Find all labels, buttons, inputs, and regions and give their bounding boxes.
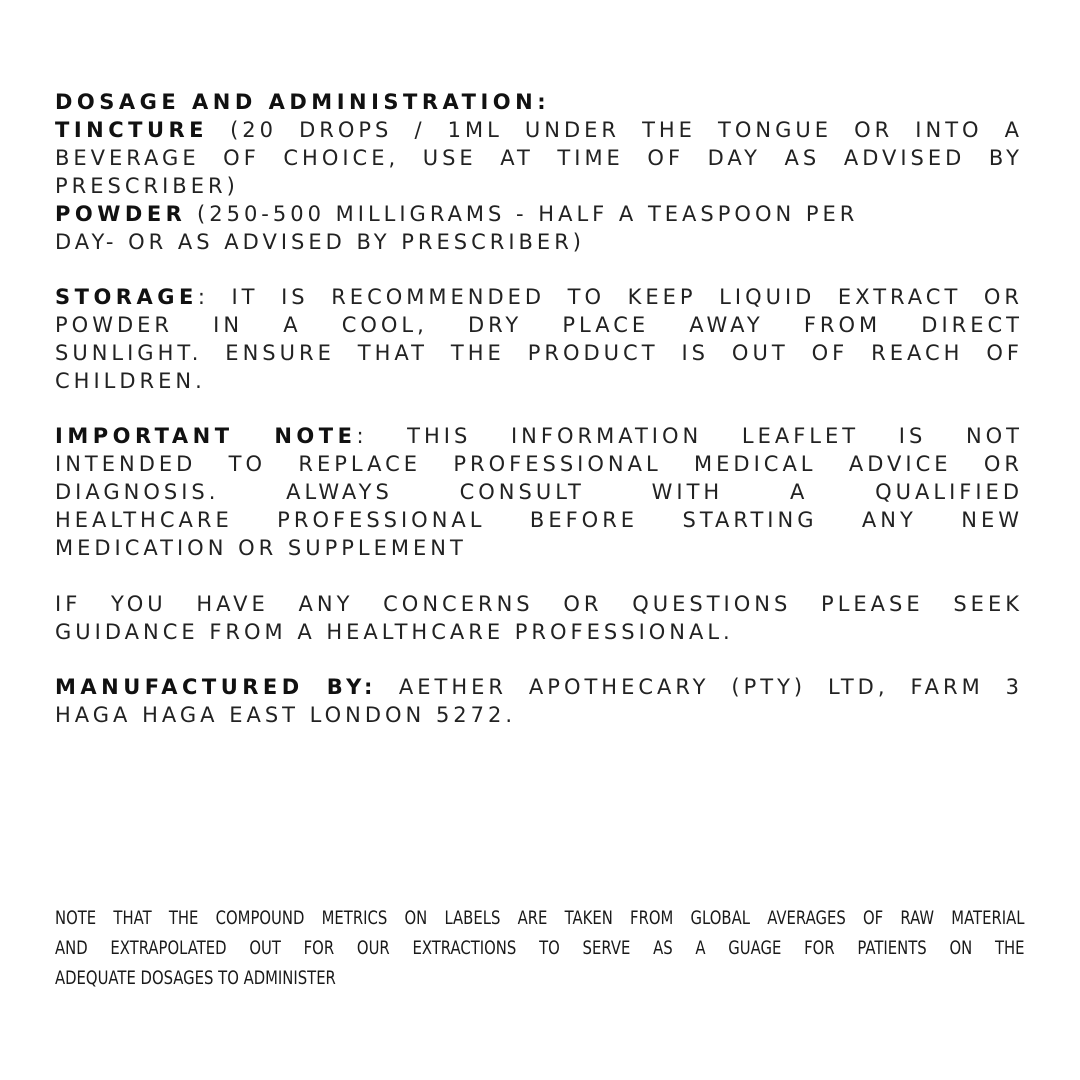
dosage-section [55, 88, 1023, 256]
storage-line-2: POWDER IN A COOL, DRY PLACE AWAY FROM DIRECT [55, 313, 1023, 337]
important-line-1 [55, 422, 1023, 450]
important-line-5: MEDICATION OR SUPPLEMENT [55, 536, 467, 560]
manufacturer-line-1 [55, 673, 1023, 701]
footnote-line-3: ADEQUATE DOSAGES TO ADMINISTER [55, 967, 336, 989]
storage-line-3: SUNLIGHT. ENSURE THAT THE PRODUCT IS OUT OF REACH OF [55, 341, 1023, 365]
important-note-section [55, 422, 1023, 562]
powder-text-1: (250-500 MILLIGRAMS - HALF A TEASPOON PER [186, 202, 859, 226]
powder-line-1 [55, 200, 1023, 228]
important-text-1: : THIS INFORMATION LEAFLET IS NOT [356, 424, 1024, 448]
storage-section [55, 283, 1023, 395]
storage-label: STORAGE [55, 285, 198, 309]
storage-line-4: CHILDREN. [55, 369, 206, 393]
compound-metrics-footnote [55, 903, 1025, 993]
important-label: IMPORTANT NOTE [55, 424, 357, 448]
storage-line-1 [55, 283, 1023, 311]
tincture-label: TINCTURE [55, 118, 209, 142]
concerns-line-1: IF YOU HAVE ANY CONCERNS OR QUESTIONS PLEASE SEEK [55, 592, 1023, 616]
concerns-section [55, 590, 1023, 646]
dosage-heading: DOSAGE AND ADMINISTRATION: [55, 90, 551, 114]
manufacturer-text-1: AETHER APOTHECARY (PTY) LTD, FARM 3 [376, 675, 1023, 699]
manufacturer-line-2: HAGA HAGA EAST LONDON 5272. [55, 703, 517, 727]
important-line-3: DIAGNOSIS. ALWAYS CONSULT WITH A QUALIFIED [55, 480, 1023, 504]
footnote-line-1: NOTE THAT THE COMPOUND METRICS ON LABELS ARE TAKEN FROM GLOBAL AVERAGES OF RAW MATERIAL [55, 907, 1025, 929]
tincture-line-2: BEVERAGE OF CHOICE, USE AT TIME OF DAY AS ADVISED BY [55, 146, 1023, 170]
tincture-text-1: (20 DROPS / 1ML UNDER THE TONGUE OR INTO A [208, 118, 1023, 142]
manufacturer-label: MANUFACTURED BY: [55, 675, 377, 699]
tincture-line-1 [55, 116, 1023, 144]
storage-text-1: : IT IS RECOMMENDED TO KEEP LIQUID EXTRACT OR [197, 285, 1023, 309]
powder-line-2: DAY- OR AS ADVISED BY PRESCRIBER) [55, 230, 585, 254]
important-line-2: INTENDED TO REPLACE PROFESSIONAL MEDICAL ADVICE OR [55, 452, 1023, 476]
tincture-line-3: PRESCRIBER) [55, 174, 239, 198]
important-line-4: HEALTHCARE PROFESSIONAL BEFORE STARTING ANY NEW [55, 508, 1023, 532]
powder-label: POWDER [55, 202, 187, 226]
footnote-line-2: AND EXTRAPOLATED OUT FOR OUR EXTRACTIONS TO SERVE AS A GUAGE FOR PATIENTS ON THE [55, 937, 1025, 959]
concerns-line-2: GUIDANCE FROM A HEALTHCARE PROFESSIONAL. [55, 620, 734, 644]
manufacturer-section [55, 673, 1023, 729]
